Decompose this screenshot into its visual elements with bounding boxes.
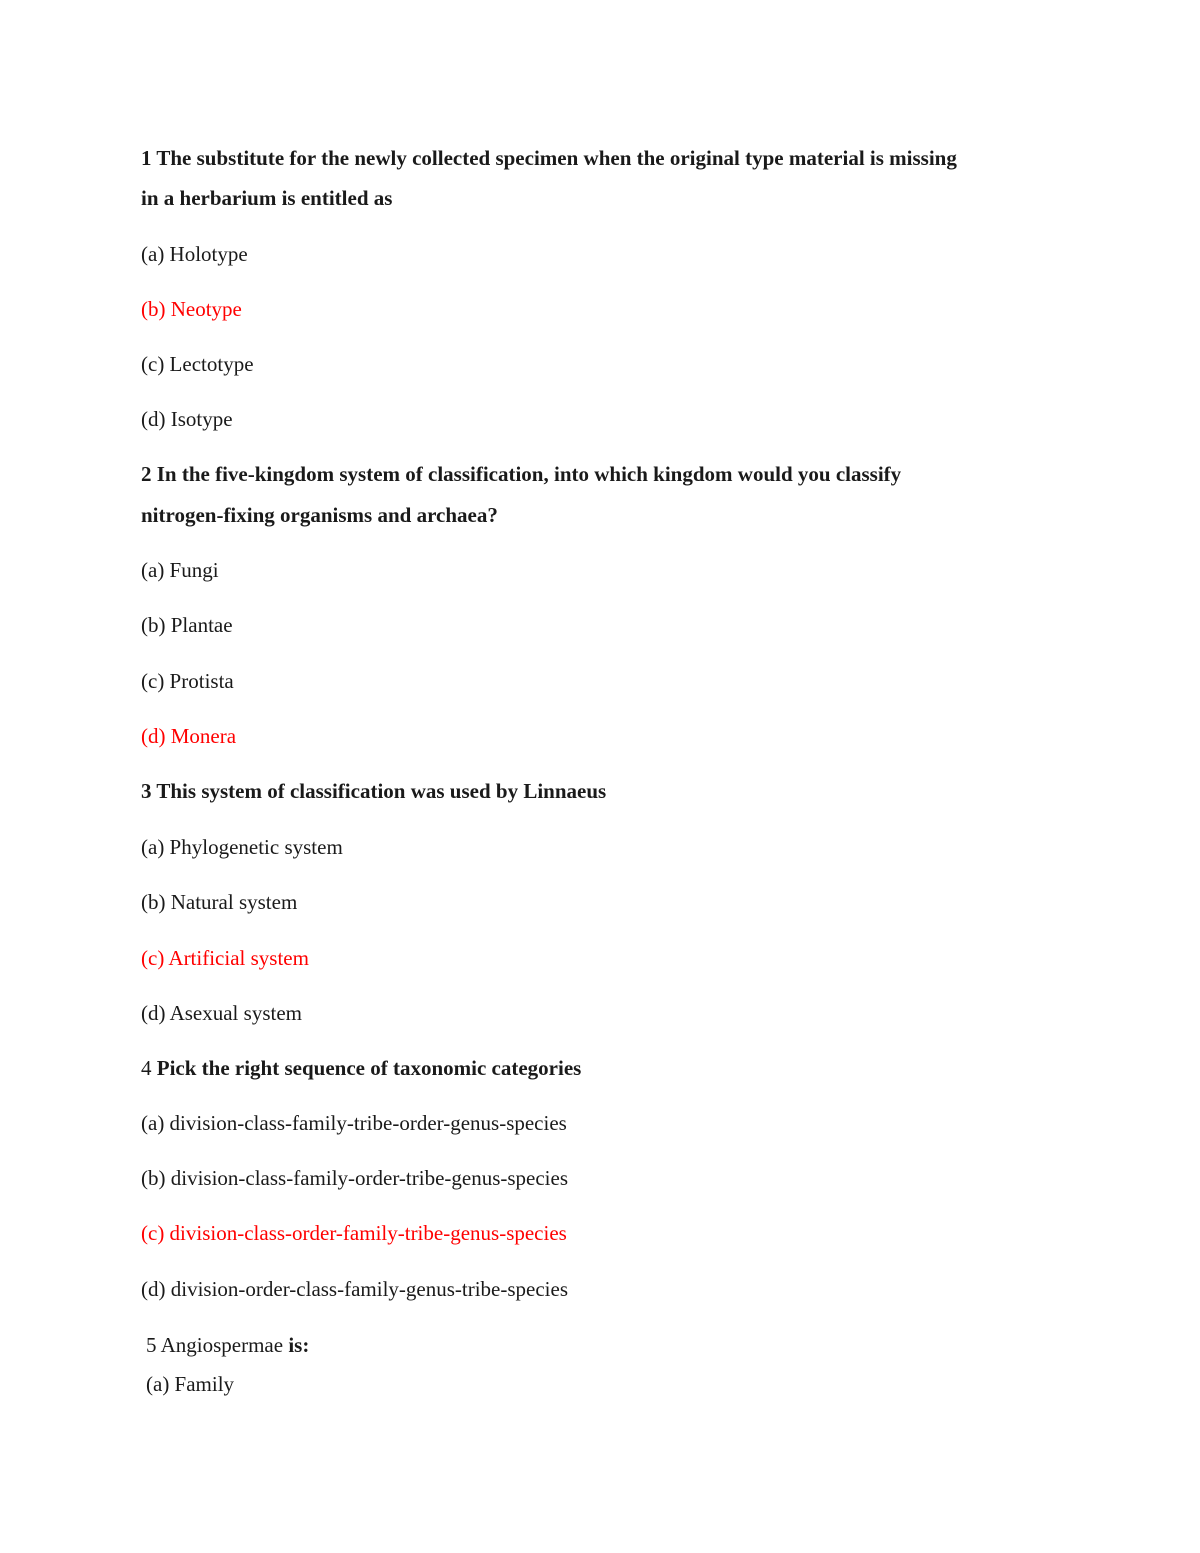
question-1-option-c: (c) Lectotype	[141, 352, 254, 376]
question-2-line-2: nitrogen-fixing organisms and archaea?	[141, 503, 498, 527]
question-number: 2	[141, 462, 152, 486]
question-4-line-1	[141, 1056, 581, 1080]
question-2-option-b: (b) Plantae	[141, 613, 233, 637]
question-2-option-a: (a) Fungi	[141, 558, 219, 582]
question-2-line-1	[141, 462, 901, 486]
question-1-line-1	[141, 146, 957, 170]
question-5-line-1	[146, 1333, 309, 1357]
question-text-b: is:	[288, 1333, 310, 1357]
question-text: This system of classification was used by Linnaeus	[156, 779, 607, 803]
question-3-option-b: (b) Natural system	[141, 890, 298, 914]
question-text: In the five-kingdom system of classification, into which kingdom would you classify	[156, 462, 902, 486]
question-2-option-c: (c) Protista	[141, 669, 234, 693]
question-4-option-d: (d) division-order-class-family-genus-tribe-species	[141, 1277, 569, 1301]
question-text: The substitute for the newly collected specimen when the original type material is missing	[156, 146, 957, 170]
question-3-option-c-correct: (c) Artificial system	[141, 946, 309, 970]
question-number: 3	[141, 779, 152, 803]
question-1-option-b-correct: (b) Neotype	[141, 297, 242, 321]
question-1-line-2: in a herbarium is entitled as	[141, 186, 393, 210]
question-5-option-a: (a) Family	[146, 1372, 235, 1396]
question-number: 5	[146, 1333, 157, 1357]
question-number: 4	[141, 1056, 152, 1080]
question-3-option-d: (d) Asexual system	[141, 1001, 302, 1025]
question-4-option-a: (a) division-class-family-tribe-order-genus-species	[141, 1111, 567, 1135]
question-number: 1	[141, 146, 152, 170]
question-text-a: Angiospermae	[160, 1333, 284, 1357]
question-3-option-a: (a) Phylogenetic system	[141, 835, 343, 859]
question-text: Pick the right sequence of taxonomic categories	[156, 1056, 582, 1080]
question-4-option-b: (b) division-class-family-order-tribe-genus-species	[141, 1166, 569, 1190]
question-3-line-1	[141, 779, 606, 803]
question-2-option-d-correct: (d) Monera	[141, 724, 237, 748]
question-4-option-c-correct: (c) division-class-order-family-tribe-genus-species	[141, 1221, 567, 1245]
question-1-option-d: (d) Isotype	[141, 407, 233, 431]
question-1-option-a: (a) Holotype	[141, 242, 248, 266]
